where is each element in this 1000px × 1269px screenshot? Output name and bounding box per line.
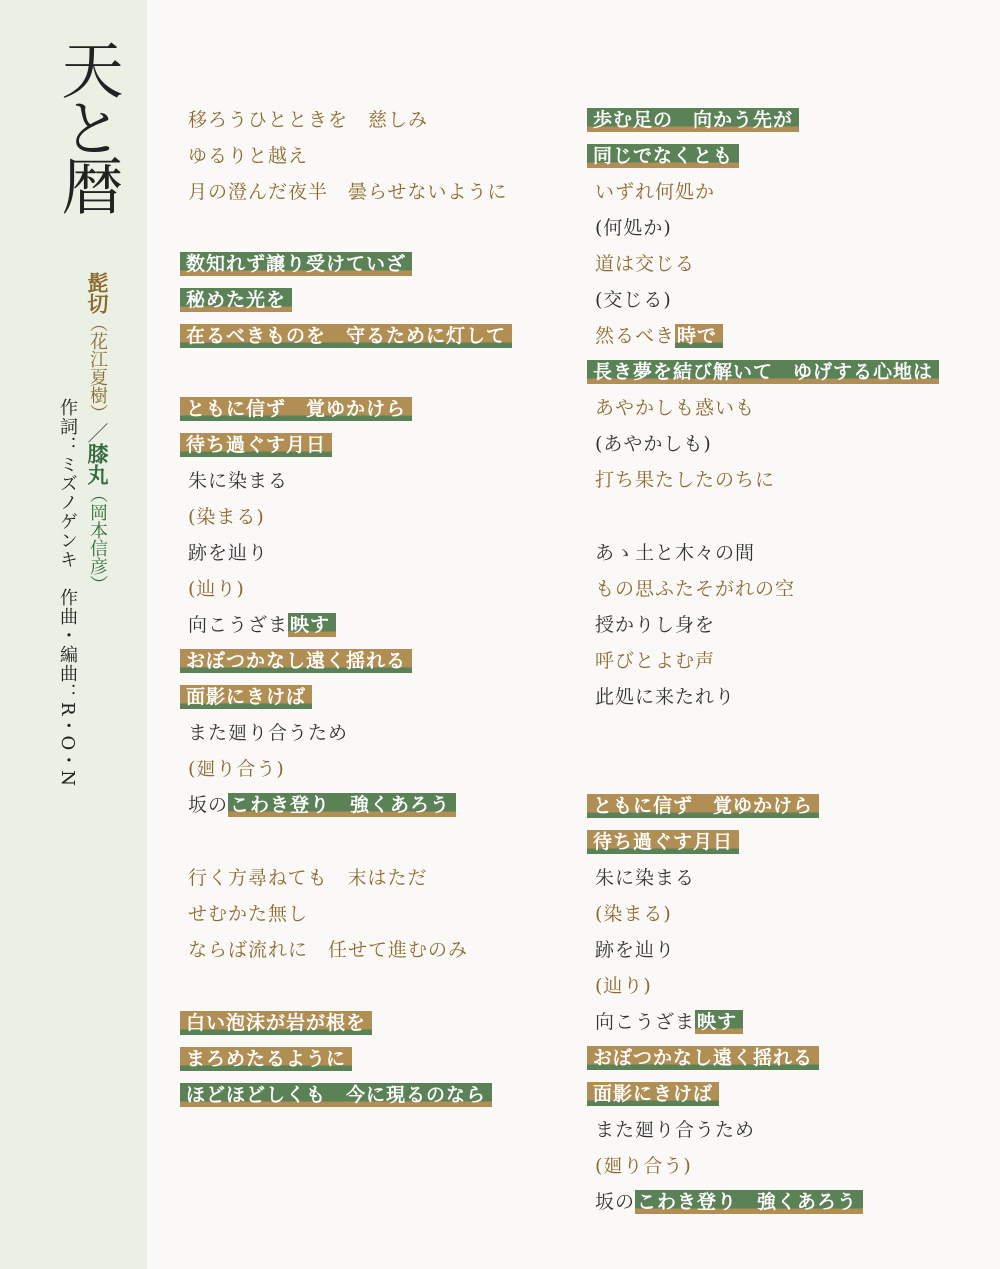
highlighted-lyric: 同じでなくとも: [587, 144, 739, 168]
song-title: 天と暦: [51, 38, 124, 212]
lyric-line: [580, 468, 775, 492]
lyric-text: せむかた無し: [188, 903, 309, 925]
lyric-text: (廻り合う): [188, 758, 285, 780]
highlighted-lyric: 面影にきけば: [587, 1082, 719, 1106]
lyric-line: [173, 721, 348, 745]
highlighted-lyric: 長き夢を結び解いて ゆげする心地は: [587, 360, 939, 384]
singer-1-voice: （花江夏樹）: [87, 314, 108, 422]
highlighted-lyric: 映す: [288, 613, 336, 637]
lyric-line: [173, 397, 412, 421]
lyric-text: 打ち果たしたのちに: [595, 469, 776, 491]
lyric-line: [580, 1082, 719, 1106]
highlighted-lyric: 待ち過ぐす月日: [587, 830, 739, 854]
lyric-text: 移ろうひとときを 慈しみ: [188, 109, 429, 131]
sidebar-panel: [0, 0, 147, 1269]
lyric-line: [580, 1154, 692, 1178]
lyric-line: [173, 433, 332, 457]
highlighted-lyric: 時で: [675, 324, 723, 348]
lyric-text: また廻り合うため: [188, 722, 349, 744]
highlighted-lyric: ほどほどしくも 今に現るのなら: [180, 1083, 492, 1107]
highlighted-lyric: まろめたるように: [180, 1047, 352, 1071]
lyric-line: [173, 180, 507, 204]
highlighted-lyric: ともに信ず 覚ゆかけら: [587, 794, 819, 818]
lyric-text: (交じる): [595, 289, 672, 311]
lyric-line: [580, 577, 795, 601]
lyric-line: [580, 685, 735, 709]
lyric-line: [173, 902, 308, 926]
lyric-line: [580, 180, 715, 204]
lyric-line: [580, 866, 695, 890]
lyric-text: 呼びとよむ声: [595, 650, 716, 672]
lyric-line: [580, 938, 675, 962]
lyric-text: あゝ土と木々の間: [595, 542, 756, 564]
lyric-text: (辿り): [188, 578, 245, 600]
lyric-line: [580, 432, 712, 456]
lyric-text: 坂の: [188, 794, 229, 816]
lyric-text: 跡を辿り: [595, 939, 676, 961]
lyric-text: 坂の: [595, 1191, 636, 1213]
lyric-line: [580, 830, 739, 854]
highlighted-lyric: 白い泡沫が岩が根を: [180, 1011, 372, 1035]
highlighted-lyric: 在るべきものを 守るために灯して: [180, 324, 512, 348]
lyric-text: もの思ふたそがれの空: [595, 578, 796, 600]
lyric-line: [173, 324, 512, 348]
lyric-line: [173, 685, 312, 709]
lyric-line: [580, 108, 799, 132]
lyric-line: [173, 757, 285, 781]
lyric-text: (何処か): [595, 217, 672, 239]
lyric-text: (辿り): [595, 975, 652, 997]
lyric-text: いずれ何処か: [595, 181, 716, 203]
staff-credits: 作詞：ミズノゲンキ 作曲・編曲：R・O・N: [57, 398, 78, 788]
lyric-line: [173, 1047, 352, 1071]
lyric-line: [580, 1190, 863, 1214]
lyric-text: 朱に染まる: [595, 867, 696, 889]
lyric-line: [173, 541, 268, 565]
lyric-line: [580, 288, 672, 312]
lyric-line: [173, 252, 412, 276]
lyric-line: [580, 360, 939, 384]
lyric-line: [173, 108, 428, 132]
lyric-line: [580, 613, 715, 637]
singer-1-name: 髭切: [85, 272, 110, 314]
lyric-text: 然るべき: [595, 325, 676, 347]
highlighted-lyric: 歩む足の 向かう先が: [587, 108, 799, 132]
highlighted-lyric: おぼつかなし遠く揺れる: [587, 1046, 819, 1070]
highlighted-lyric: 数知れず譲り受けていざ: [180, 252, 412, 276]
lyric-text: 跡を辿り: [188, 542, 269, 564]
lyric-text: (廻り合う): [595, 1155, 692, 1177]
lyric-line: [173, 938, 468, 962]
lyric-text: 授かりし身を: [595, 614, 716, 636]
lyric-text: 行く方尋ねても 末はただ: [188, 867, 428, 889]
lyric-line: [173, 577, 245, 601]
lyric-text: (染まる): [188, 506, 265, 528]
lyric-line: [173, 613, 336, 637]
lyric-line: [173, 288, 292, 312]
lyric-text: ゆるりと越え: [188, 145, 309, 167]
highlighted-lyric: ともに信ず 覚ゆかけら: [180, 397, 412, 421]
lyric-line: [173, 793, 456, 817]
highlighted-lyric: 秘めた光を: [180, 288, 292, 312]
highlighted-lyric: こわき登り 強くあろう: [228, 793, 456, 817]
lyric-text: 此処に来たれり: [595, 686, 736, 708]
lyric-text: あやかしも惑いも: [595, 397, 756, 419]
lyric-line: [173, 1011, 372, 1035]
lyric-line: [580, 541, 755, 565]
highlighted-lyric: 待ち過ぐす月日: [180, 433, 332, 457]
singer-2-name: 膝丸: [85, 443, 110, 485]
highlighted-lyric: 映す: [695, 1010, 743, 1034]
highlighted-lyric: 面影にきけば: [180, 685, 312, 709]
lyric-line: [580, 649, 715, 673]
lyric-line: [580, 1046, 819, 1070]
lyric-line: [580, 216, 672, 240]
lyric-text: (染まる): [595, 903, 672, 925]
lyric-text: 朱に染まる: [188, 470, 289, 492]
lyric-line: [173, 144, 308, 168]
lyric-line: [580, 1010, 743, 1034]
lyric-line: [580, 144, 739, 168]
lyric-line: [580, 794, 819, 818]
highlighted-lyric: おぼつかなし遠く揺れる: [180, 649, 412, 673]
lyric-text: ならば流れに 任せて進むのみ: [188, 939, 469, 961]
lyric-text: 向こうざま: [595, 1011, 696, 1033]
lyric-text: (あやかしも): [595, 433, 712, 455]
lyric-text: 向こうざま: [188, 614, 289, 636]
lyric-line: [580, 252, 695, 276]
lyric-line: [173, 469, 288, 493]
lyric-line: [173, 649, 412, 673]
lyric-line: [173, 866, 428, 890]
highlighted-lyric: こわき登り 強くあろう: [635, 1190, 863, 1214]
lyric-line: [580, 974, 652, 998]
lyric-line: [173, 1083, 492, 1107]
lyric-text: 道は交じる: [595, 253, 696, 275]
lyric-line: [173, 505, 265, 529]
lyric-line: [580, 1118, 755, 1142]
singer-credits: [84, 272, 110, 593]
credit-separator: ／: [85, 422, 109, 443]
lyric-text: また廻り合うため: [595, 1119, 756, 1141]
lyric-text: 月の澄んだ夜半 曇らせないように: [188, 181, 508, 203]
lyric-line: [580, 902, 672, 926]
lyric-line: [580, 324, 723, 348]
singer-2-voice: （岡本信彦）: [87, 485, 108, 593]
lyric-line: [580, 396, 755, 420]
